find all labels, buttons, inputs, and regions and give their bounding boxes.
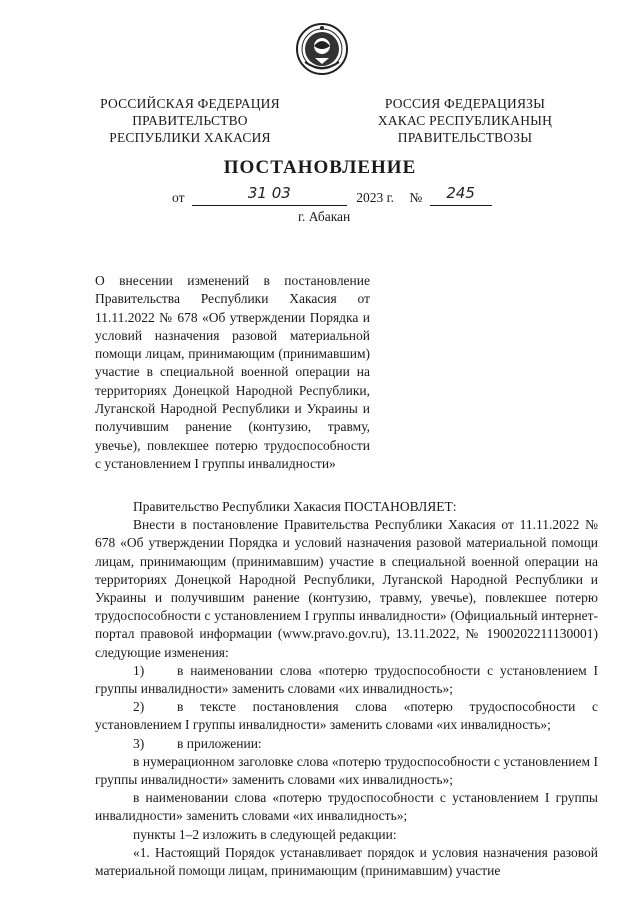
header-left [90,95,290,146]
list-item-number: 1) [133,662,145,678]
paragraph: в нумерационном заголовке слова «потерю трудоспособности с установлением I группы инвалидности» заменить словами «их инвалидность»; [95,753,598,788]
list-item-text: в наименовании слова «потерю трудоспособности с установлением I группы инвалидности» заменить словами «их инвалидность»; [95,662,598,697]
list-item [95,662,598,698]
number-sign: № [409,190,423,205]
document-body [95,498,598,880]
paragraph: «1. Настоящий Порядок устанавливает порядок и условия назначения разовой материальной помощи лицам, принимающим (принимавшим) участие [95,844,598,879]
header-left-line: РЕСПУБЛИКИ ХАКАСИЯ [109,130,271,145]
header-right-line: РОССИЯ ФЕДЕРАЦИЯЗЫ [384,96,546,111]
paragraph: Внести в постановление Правительства Республики Хакасия от 11.11.2022 № 678 «Об утверждении Порядка и условий назначения разовой материальной помощи лицам, принимающим (принимавшим) участие в специальной военной операции на территориях Донецкой Народной Республики, Луганской Народной Республики и Украины и получившим ранение (контузию, травму, увечье), повлекшее потерю трудоспособности с установлением I группы инвалидности» (Официальный интернет-портал правовой информации (www.pravo.gov.ru), 13.11.2022, № 1900202211130001) следующие изменения: [95,517,598,660]
date-year: 2023 г. [356,190,394,205]
paragraph: Правительство Республики Хакасия ПОСТАНОВЛЯЕТ: [133,499,457,514]
paragraph: пункты 1–2 изложить в следующей редакции: [133,826,397,842]
header-left-line: ПРАВИТЕЛЬСТВО [132,113,248,128]
list-item [95,698,598,734]
paragraph: в наименовании слова «потерю трудоспособности с установлением I группы инвалидности» заменить словами «их инвалидность»; [95,790,598,824]
number-field [430,184,492,206]
list-item [95,735,598,753]
list-item-number: 2) [133,699,145,715]
date-line [172,184,492,206]
list-item-number: 3) [133,735,145,751]
number-handwritten: 245 [446,184,475,202]
date-handwritten: 31 03 [247,184,291,202]
header-right-line: ХАКАС РЕСПУБЛИКАНЫҢ [377,113,553,128]
date-field [192,184,347,206]
date-prefix: от [172,190,185,205]
list-item-text: в тексте постановления слова «потерю трудоспособности с установлением I группы инвалидности» заменить словами «их инвалидность»; [95,699,598,733]
coat-of-arms-emblem [295,22,349,76]
document-title: ПОСТАНОВЛЕНИЕ [223,157,417,178]
header-right-line: ПРАВИТЕЛЬСТВОЗЫ [397,130,533,145]
city: г. Абакан [298,209,351,224]
header-right [365,95,565,146]
header-left-line: РОССИЙСКАЯ ФЕДЕРАЦИЯ [100,96,280,111]
list-item-text: в приложении: [177,735,262,751]
subject-heading: О внесении изменений в постановление Правительства Республики Хакасия от 11.11.2022 № 678 «Об утверждении Порядка и условий назначения разовой материальной помощи лицам, принимающим (принимавшим) участие в специальной военной операции на территориях Донецкой Народной Республики, Луганской Народной Республики и Украины и получившим ранение (контузию, травму, увечье), повлекшее потерю трудоспособности с установлением I группы инвалидности» [95,273,370,471]
